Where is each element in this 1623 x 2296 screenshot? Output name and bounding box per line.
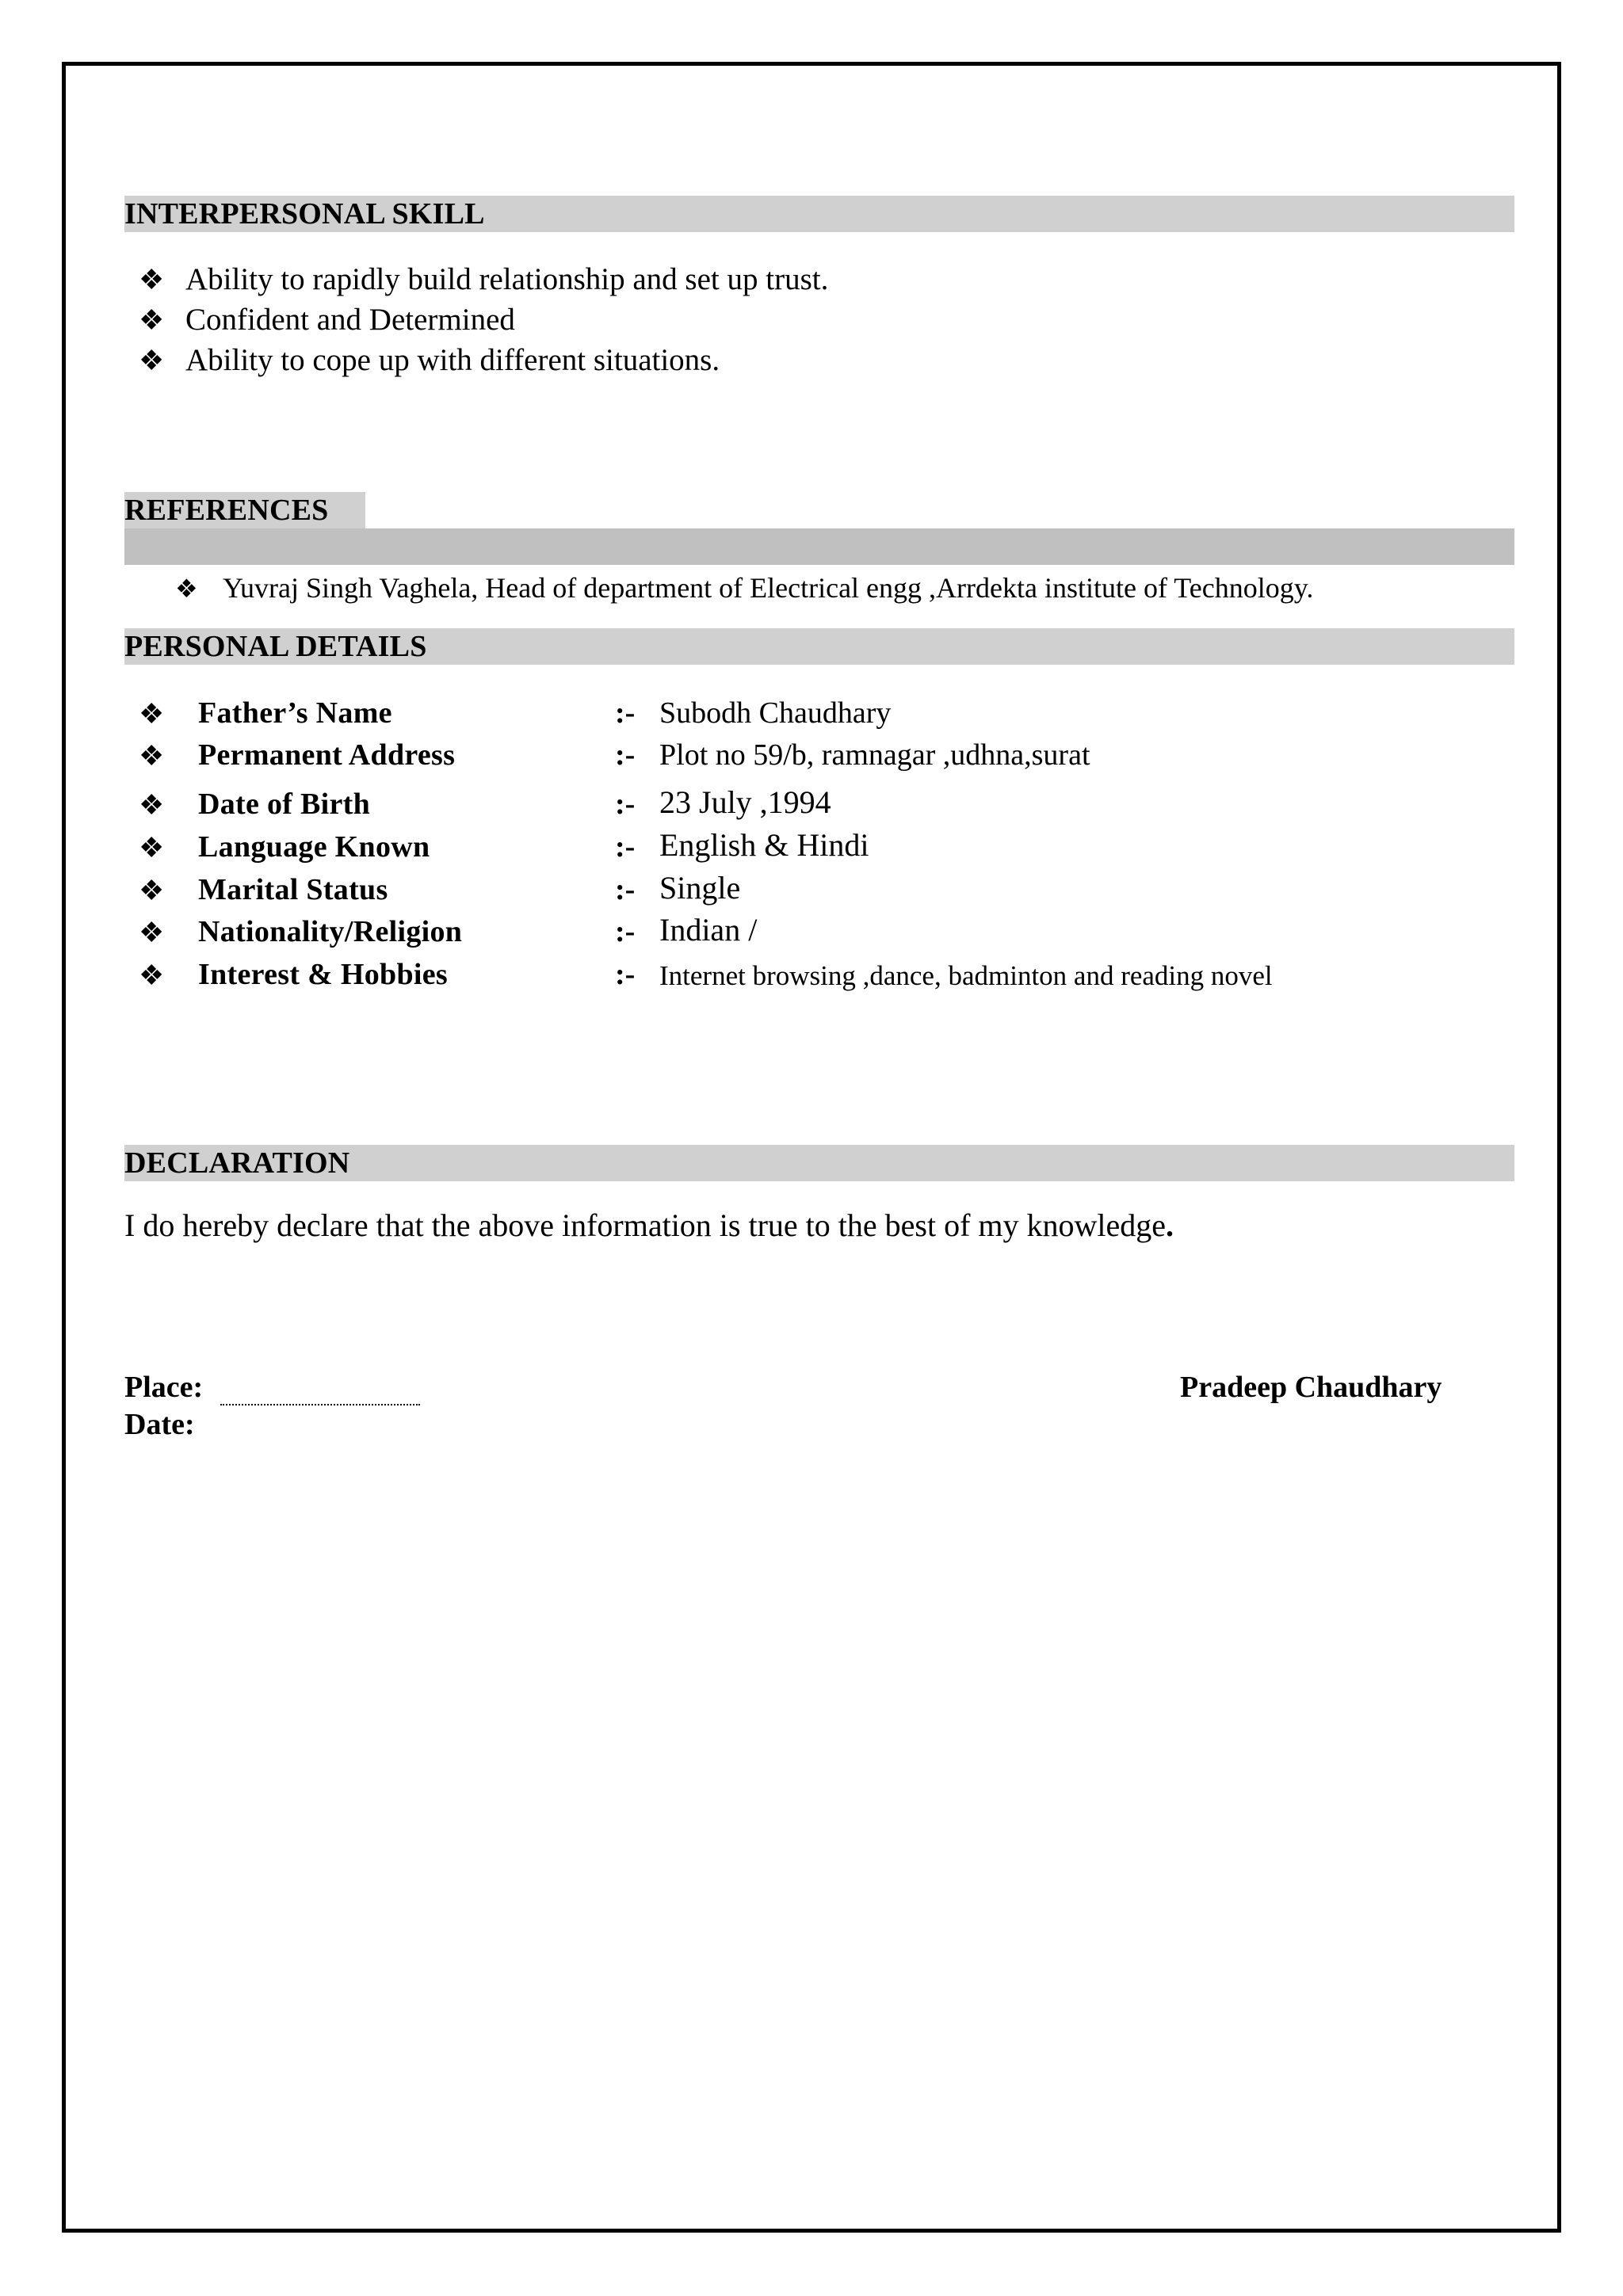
detail-value-date-of-birth: 23 July ,1994 — [659, 784, 831, 820]
detail-label-date-of-birth: Date of Birth — [198, 788, 371, 821]
detail-separator: :- — [615, 696, 636, 730]
detail-value-permanent-address: Plot no 59/b, ramnagar ,udhna,surat — [659, 738, 1090, 772]
detail-value-marital-status: Single — [659, 870, 741, 906]
diamond-bullet-icon: ❖ — [139, 875, 165, 906]
diamond-bullet-icon: ❖ — [139, 698, 165, 730]
place-label: Place: — [124, 1371, 204, 1404]
declaration-section-title: DECLARATION — [124, 1146, 350, 1180]
detail-label-nationality-religion: Nationality/Religion — [198, 915, 463, 948]
declaration-text — [124, 1208, 1174, 1243]
diamond-bullet-icon: ❖ — [139, 917, 165, 948]
signature-name: Pradeep Chaudhary — [1180, 1371, 1442, 1404]
detail-label-permanent-address: Permanent Address — [198, 738, 456, 772]
detail-separator: :- — [615, 915, 636, 948]
detail-value-interest-hobbies: Internet browsing ,dance, badminton and reading novel — [659, 960, 1273, 991]
diamond-bullet-icon: ❖ — [139, 959, 165, 991]
interpersonal-item: Confident and Determined — [185, 303, 515, 337]
date-label: Date: — [124, 1408, 195, 1441]
diamond-bullet-icon: ❖ — [139, 740, 165, 772]
declaration-sentence: I do hereby declare that the above information is true to the best of my knowledge — [124, 1207, 1167, 1243]
detail-label-interest-hobbies: Interest & Hobbies — [198, 958, 449, 991]
references-section-title: REFERENCES — [124, 494, 329, 527]
diamond-bullet-icon: ❖ — [139, 789, 165, 821]
diamond-bullet-icon: ❖ — [175, 574, 198, 603]
detail-separator: :- — [615, 830, 636, 864]
detail-value-nationality-religion: Indian / — [659, 912, 758, 948]
detail-label-language-known: Language Known — [198, 830, 430, 864]
reference-item: Yuvraj Singh Vaghela, Head of department of Electrical engg ,Arrdekta institute of Technology. — [223, 572, 1314, 604]
detail-separator: :- — [615, 738, 636, 772]
detail-label-marital-status: Marital Status — [198, 873, 388, 906]
diamond-bullet-icon: ❖ — [139, 832, 165, 864]
detail-separator: :- — [615, 873, 636, 906]
diamond-bullet-icon: ❖ — [139, 264, 165, 296]
diamond-bullet-icon: ❖ — [139, 345, 165, 376]
detail-value-fathers-name: Subodh Chaudhary — [659, 696, 892, 730]
place-dotted-line — [220, 1401, 420, 1405]
detail-separator: :- — [615, 958, 636, 991]
declaration-period: . — [1166, 1207, 1174, 1243]
detail-separator: :- — [615, 788, 636, 821]
personal-details-section-title: PERSONAL DETAILS — [124, 630, 427, 663]
detail-value-language-known: English & Hindi — [659, 827, 869, 863]
diamond-bullet-icon: ❖ — [139, 304, 165, 336]
interpersonal-item: Ability to rapidly build relationship and set up trust. — [185, 262, 829, 296]
references-section-bar — [124, 528, 1514, 565]
interpersonal-item: Ability to cope up with different situations. — [185, 343, 720, 377]
interpersonal-section-title: INTERPERSONAL SKILL — [124, 197, 485, 231]
detail-label-fathers-name: Father’s Name — [198, 696, 392, 730]
